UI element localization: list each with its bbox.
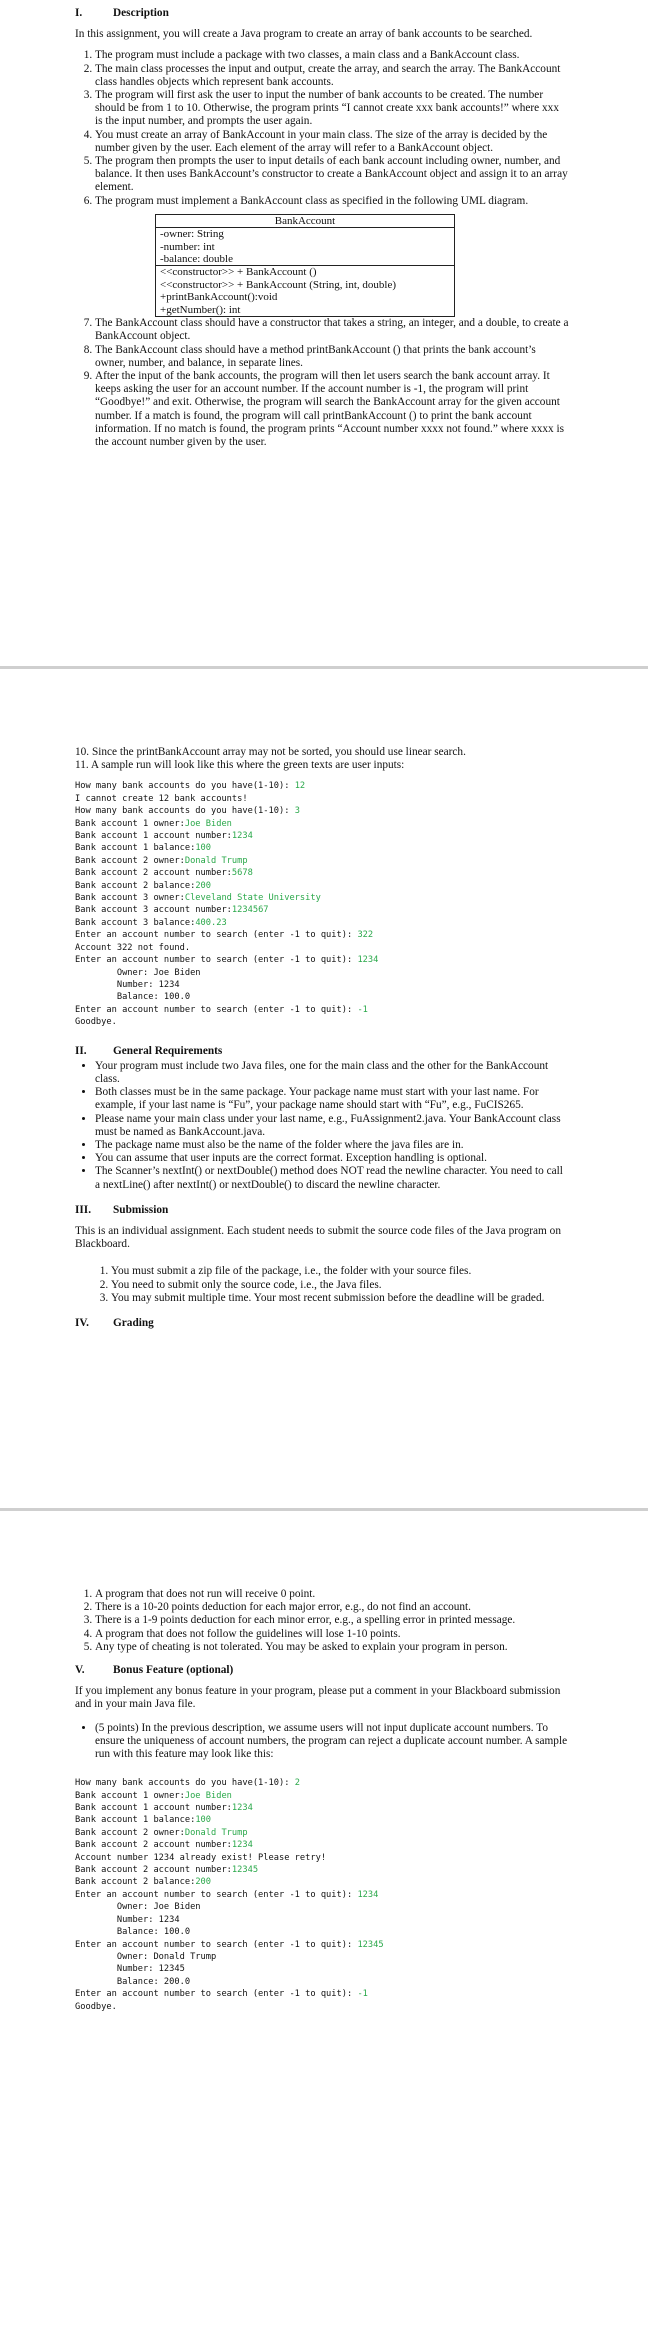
console-output-text: Enter an account number to search (enter -1 to quit): (75, 955, 358, 966)
user-input-text: Cleveland State University (184, 893, 321, 904)
user-input-text: -1 (357, 1989, 368, 2000)
console-line (75, 904, 569, 916)
user-input-text: 322 (357, 930, 374, 941)
page-1 (0, 0, 648, 665)
requirements-list (75, 49, 569, 207)
console-output-text: Bank account 2 balance: (75, 880, 196, 891)
list-item: • Please name your main class under your last name, e.g., FuAssignment2.java. Your BankAccount class must be named as BankAccount.java. (95, 1113, 569, 1139)
section-number: V. (75, 1664, 85, 1677)
console-output-text: I cannot create 12 bank accounts! (75, 793, 248, 804)
console-output-text: Bank account 2 account number: (75, 1840, 232, 1851)
console-output-text: Bank account 1 account number: (75, 831, 232, 842)
bonus-sample-run-output (75, 1777, 569, 2013)
uml-field: -owner: String (160, 228, 224, 241)
list-item: • The Scanner’s nextInt() or nextDouble() method does NOT read the newline character. You need to call a nextLine() after nextInt() or nextDouble() to discard the newline character. (95, 1165, 569, 1191)
section-heading-general-requirements (75, 1045, 569, 1058)
console-output-text: Account 322 not found. (75, 942, 191, 953)
uml-fields (156, 228, 455, 266)
console-line (75, 1976, 569, 1988)
console-line (75, 1004, 569, 1016)
uml-class-name: BankAccount (156, 214, 455, 227)
list-item: 4. A program that does not follow the guidelines will lose 1-10 points. (95, 1628, 569, 1641)
console-output-text: Goodbye. (75, 2001, 117, 2012)
page-2 (0, 669, 648, 1507)
list-item: 8. The BankAccount class should have a method printBankAccount () that prints the bank account’s owner, number, and balance, in separate lines. (95, 344, 569, 370)
section-heading-bonus (75, 1664, 569, 1677)
console-output-text: How many bank accounts do you have(1-10): (75, 806, 295, 817)
user-input-text: 100 (195, 843, 212, 854)
console-output-text: Bank account 1 account number: (75, 1803, 232, 1814)
list-item: 6. The program must implement a BankAccount class as specified in the following UML diagram. (95, 195, 569, 208)
console-line (75, 1016, 569, 1028)
console-output-text: Enter an account number to search (enter -1 to quit): (75, 1004, 358, 1015)
console-line (75, 2001, 569, 2013)
bonus-list (75, 1722, 569, 1762)
user-input-text: 400.23 (195, 917, 227, 928)
uml-method: +getNumber(): int (160, 303, 241, 316)
console-line (75, 793, 569, 805)
uml-method: +printBankAccount():void (160, 291, 278, 304)
general-requirements-list (75, 1060, 569, 1192)
list-item: 3. There is a 1-9 points deduction for each minor error, e.g., a spelling error in printed message. (95, 1614, 569, 1627)
user-input-text: 5678 (231, 868, 253, 879)
list-item: • Your program must include two Java files, one for the main class and the other for the BankAccount class. (95, 1060, 569, 1086)
page-2-content (75, 746, 569, 1338)
page-3-content (75, 1588, 569, 2013)
console-line (75, 929, 569, 941)
section-heading-description (75, 7, 569, 20)
uml-field: -balance: double (160, 253, 233, 266)
console-line (75, 1901, 569, 1913)
list-item: 9. After the input of the bank accounts, the program will then let users search the bank account array. It keeps asking the user for an account number. If the account number is -1, the program will print “Goodbye!” and exit. Otherwise, the program will search the BankAccount array for the given account number. If a match is found, the program will call printBankAccount () to print the bank account information. If no match is found, the program prints “Account number xxxx not found.” where xxxx is the account number given by the user. (95, 370, 569, 449)
list-item: 5. Any type of cheating is not tolerated. You may be asked to explain your program in person. (95, 1641, 569, 1654)
console-line (75, 942, 569, 954)
console-line (75, 1889, 569, 1901)
console-output-text: Bank account 3 balance: (75, 917, 196, 928)
console-line (75, 1939, 569, 1951)
user-input-text: Joe Biden (184, 818, 232, 829)
console-line (75, 1926, 569, 1938)
uml-method: <<constructor>> + BankAccount () (160, 266, 317, 279)
user-input-text: 3 (294, 806, 300, 817)
page-1-content (75, 7, 569, 449)
list-item: 3. You may submit multiple time. Your most recent submission before the deadline will be graded. (111, 1292, 569, 1305)
user-input-text: 1234 (357, 955, 379, 966)
console-line (75, 880, 569, 892)
console-output-text: Balance: 200.0 (75, 1976, 191, 1987)
console-output-text: How many bank accounts do you have(1-10): (75, 781, 295, 792)
user-input-text: 200 (195, 1877, 212, 1888)
console-output-text: How many bank accounts do you have(1-10): (75, 1778, 295, 1789)
user-input-text: 1234 (357, 1889, 379, 1900)
console-output-text: Bank account 1 owner: (75, 818, 185, 829)
console-output-text: Bank account 2 account number: (75, 1865, 232, 1876)
console-output-text: Account number 1234 already exist! Please retry! (75, 1852, 327, 1863)
console-output-text: Number: 1234 (75, 979, 180, 990)
console-line (75, 780, 569, 792)
console-output-text: Bank account 1 balance: (75, 843, 196, 854)
list-item: 5. The program then prompts the user to input details of each bank account including owner, number, and balance. It then uses BankAccount’s constructor to create a BankAccount object and assign it to an array element. (95, 155, 569, 195)
console-line (75, 1988, 569, 2000)
console-output-text: Bank account 2 account number: (75, 868, 232, 879)
console-line (75, 1777, 569, 1789)
list-item-10: 10. Since the printBankAccount array may not be sorted, you should use linear search. (75, 746, 466, 758)
console-output-text: Bank account 1 owner: (75, 1790, 185, 1801)
console-line (75, 1839, 569, 1851)
console-line (75, 991, 569, 1003)
console-line (75, 1790, 569, 1802)
list-item: 1. A program that does not run will receive 0 point. (95, 1588, 569, 1601)
list-item: 4. You must create an array of BankAccount in your main class. The size of the array is decided by the number given by the user. Each element of the array will refer to a BankAccount object. (95, 129, 569, 155)
section-title: Grading (113, 1316, 154, 1329)
description-intro: In this assignment, you will create a Java program to create an array of bank accounts to be searched. (75, 28, 533, 41)
section-heading-submission (75, 1204, 569, 1217)
sample-run-output (75, 780, 569, 1028)
section-title: General Requirements (113, 1044, 223, 1057)
console-line (75, 1914, 569, 1926)
list-item: • (5 points) In the previous description, we assume users will not input duplicate account numbers. To ensure the uniqueness of account numbers, the program can reject a duplicate account number. A sample run with this feature may look like this: (95, 1722, 569, 1762)
console-output-text: Bank account 2 owner: (75, 855, 185, 866)
user-input-text: -1 (357, 1004, 368, 1015)
list-item-11: 11. A sample run will look like this where the green texts are user inputs: (75, 759, 405, 772)
uml-field: -number: int (160, 240, 215, 253)
console-output-text: Owner: Joe Biden (75, 967, 201, 978)
console-line (75, 1951, 569, 1963)
console-line (75, 1852, 569, 1864)
page-3 (0, 1511, 648, 2349)
console-output-text: Bank account 1 balance: (75, 1815, 196, 1826)
console-line (75, 1827, 569, 1839)
user-input-text: 2 (294, 1778, 300, 1789)
section-title: Description (113, 7, 169, 19)
user-input-text: 12 (294, 781, 306, 792)
section-number: IV. (75, 1316, 89, 1329)
console-line (75, 805, 569, 817)
user-input-text: 100 (195, 1815, 212, 1826)
console-line (75, 954, 569, 966)
section-number: III. (75, 1203, 92, 1216)
user-input-text: 12345 (357, 1939, 384, 1950)
console-line (75, 917, 569, 929)
list-item: 7. The BankAccount class should have a constructor that takes a string, an integer, and a double, to create a BankAccount object. (95, 317, 569, 343)
console-output-text: Enter an account number to search (enter -1 to quit): (75, 1889, 358, 1900)
console-line (75, 1814, 569, 1826)
list-item: • You can assume that user inputs are the correct format. Exception handling is optional. (95, 1152, 569, 1165)
section-title: Submission (113, 1203, 169, 1216)
submission-list (75, 1265, 569, 1305)
list-item: • Both classes must be in the same package. Your package name must start with your last name. For example, if your last name is “Fu”, your package name should start with “Fu”, e.g., FuCIS265. (95, 1086, 569, 1112)
console-output-text: Bank account 3 owner: (75, 893, 185, 904)
requirements-list-continued (75, 317, 569, 449)
user-input-text: 1234 (231, 1840, 253, 1851)
section-title: Bonus Feature (optional) (113, 1664, 234, 1677)
console-line (75, 979, 569, 991)
section-number: II. (75, 1044, 87, 1057)
uml-method: <<constructor>> + BankAccount (String, int, double) (160, 278, 397, 291)
list-item: 3. The program will first ask the user to input the number of bank accounts to be created. The number should be from 1 to 10. Otherwise, the program prints “I cannot create xxx bank accounts!” where xxx is the input number, and prompts the user again. (95, 89, 569, 129)
console-output-text: Enter an account number to search (enter -1 to quit): (75, 1939, 358, 1950)
console-line (75, 867, 569, 879)
console-output-text: Owner: Donald Trump (75, 1951, 217, 1962)
console-line (75, 855, 569, 867)
console-line (75, 1963, 569, 1975)
list-item: 2. The main class processes the input and output, create the array, and search the array. The BankAccount class handles objects which represent bank accounts. (95, 63, 569, 89)
section-number: I. (75, 7, 83, 19)
console-output-text: Enter an account number to search (enter -1 to quit): (75, 930, 358, 941)
console-output-text: Balance: 100.0 (75, 1927, 191, 1938)
user-input-text: 200 (195, 880, 212, 891)
uml-diagram (155, 214, 455, 317)
list-item: 2. There is a 10-20 points deduction for each major error, e.g., do not find an account. (95, 1601, 569, 1614)
bonus-intro: If you implement any bonus feature in your program, please put a comment in your Blackboard submission and in your main Java file. (75, 1685, 561, 1711)
console-output-text: Balance: 100.0 (75, 992, 191, 1003)
console-line (75, 1864, 569, 1876)
list-item: 1. You must submit a zip file of the package, i.e., the folder with your source files. (111, 1265, 569, 1278)
console-line (75, 967, 569, 979)
console-output-text: Bank account 2 owner: (75, 1827, 185, 1838)
console-output-text: Bank account 3 account number: (75, 905, 232, 916)
console-output-text: Number: 1234 (75, 1914, 180, 1925)
console-output-text: Enter an account number to search (enter -1 to quit): (75, 1989, 358, 2000)
user-input-text: 1234 (231, 831, 253, 842)
console-line (75, 830, 569, 842)
grading-list (75, 1588, 569, 1654)
console-output-text: Bank account 2 balance: (75, 1877, 196, 1888)
console-line (75, 892, 569, 904)
list-item: 2. You need to submit only the source code, i.e., the Java files. (111, 1279, 569, 1292)
list-item: 1. The program must include a package with two classes, a main class and a BankAccount class. (95, 49, 569, 62)
user-input-text: 1234 (231, 1803, 253, 1814)
user-input-text: 12345 (231, 1865, 259, 1876)
submission-intro: This is an individual assignment. Each student needs to submit the source code files of the Java program on Blackboard. (75, 1224, 561, 1251)
user-input-text: Donald Trump (184, 855, 248, 866)
user-input-text: 1234567 (231, 905, 269, 916)
console-line (75, 1876, 569, 1888)
console-output-text: Goodbye. (75, 1017, 117, 1028)
uml-methods (156, 266, 455, 317)
console-output-text: Number: 12345 (75, 1964, 185, 1975)
console-output-text: Owner: Joe Biden (75, 1902, 201, 1913)
user-input-text: Joe Biden (184, 1790, 232, 1801)
list-item: • The package name must also be the name of the folder where the java files are in. (95, 1139, 569, 1152)
console-line (75, 842, 569, 854)
user-input-text: Donald Trump (184, 1827, 248, 1838)
console-line (75, 1802, 569, 1814)
section-heading-grading (75, 1317, 569, 1330)
console-line (75, 818, 569, 830)
